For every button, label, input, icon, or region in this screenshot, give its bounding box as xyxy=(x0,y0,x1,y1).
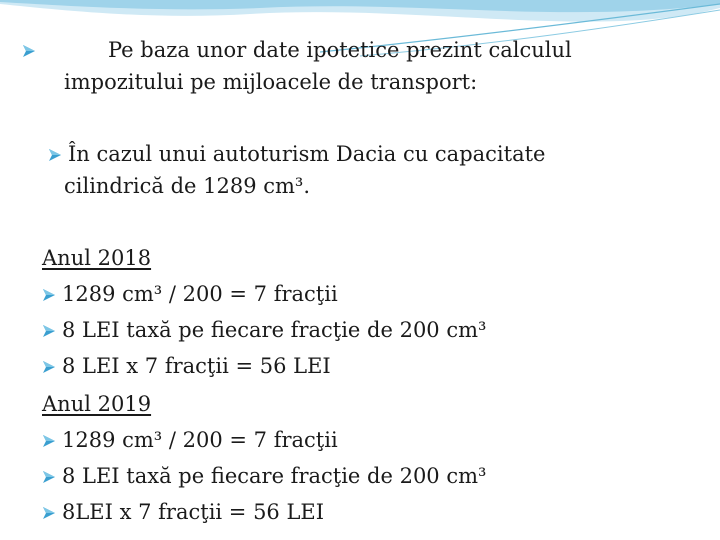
list-item-text: 8 LEI taxă pe fiecare fracţie de 200 cm³ xyxy=(62,318,487,342)
bullet-icon xyxy=(42,434,56,448)
list-item xyxy=(42,426,338,454)
list-item xyxy=(42,498,324,526)
bullet-icon xyxy=(42,506,56,520)
list-item xyxy=(42,316,486,344)
case-line-2: cilindrică de 1289 cm³. xyxy=(64,174,311,198)
bullet-icon xyxy=(42,470,56,484)
intro-line-1 xyxy=(22,36,572,64)
bullet-icon xyxy=(22,44,36,58)
list-item xyxy=(42,462,486,490)
year-2018-heading: Anul 2018 xyxy=(42,246,152,270)
intro-text-1: Pe baza unor date ipotetice prezint calculul xyxy=(108,38,572,62)
list-item-text: 1289 cm³ / 200 = 7 fracţii xyxy=(62,428,338,452)
bullet-icon xyxy=(42,324,56,338)
case-text-1: În cazul unui autoturism Dacia cu capacitate xyxy=(68,142,546,166)
list-item xyxy=(42,280,338,308)
list-item xyxy=(42,352,331,380)
bullet-icon xyxy=(48,148,62,162)
bullet-icon xyxy=(42,288,56,302)
bullet-icon xyxy=(42,360,56,374)
year-2019-heading: Anul 2019 xyxy=(42,392,152,416)
list-item-text: 8 LEI x 7 fracţii = 56 LEI xyxy=(62,354,331,378)
list-item-text: 8 LEI taxă pe fiecare fracţie de 200 cm³ xyxy=(62,464,487,488)
list-item-text: 8LEI x 7 fracţii = 56 LEI xyxy=(62,500,325,524)
intro-line-2: impozitului pe mijloacele de transport: xyxy=(64,70,478,94)
case-line-1 xyxy=(48,140,545,168)
list-item-text: 1289 cm³ / 200 = 7 fracţii xyxy=(62,282,338,306)
